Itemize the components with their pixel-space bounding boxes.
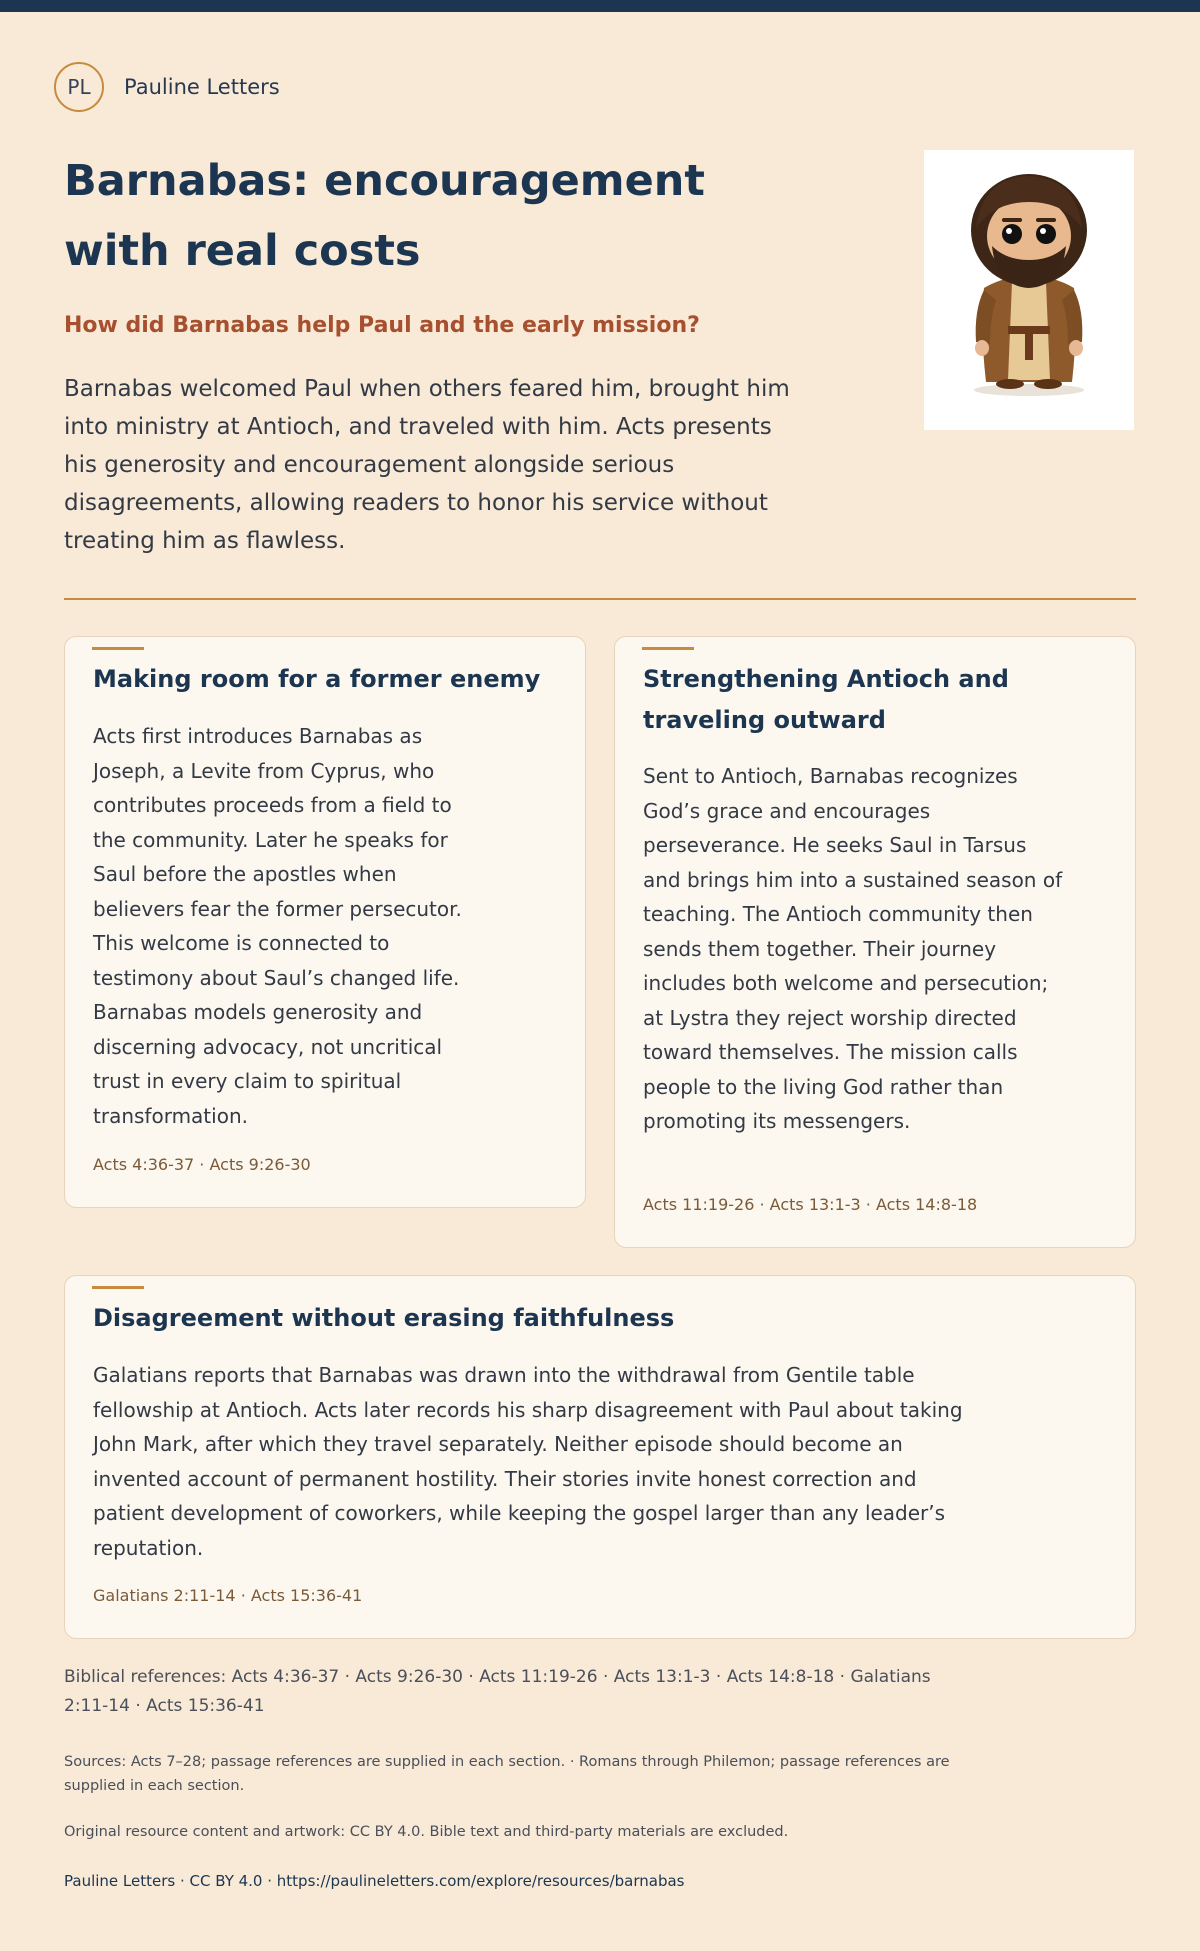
section-card-disagreement xyxy=(64,1275,1136,1639)
section-body: Galatians reports that Barnabas was drawn into the withdrawal from Gentile table fellowship at Antioch. Acts later records his sharp disagreement with Paul about taking John Mark, after which they travel separately. Neither episode should become an invented account of permanent hostility. Their stories invite honest correction and patient development of coworkers, while keeping the gospel larger than any leader’s reputation. xyxy=(93,1363,963,1560)
page-question: How did Barnabas help Paul and the early mission? xyxy=(64,313,700,338)
section-references: Acts 11:19-26 · Acts 13:1-3 · Acts 14:8-18 xyxy=(643,1195,978,1214)
footer-credit-link[interactable]: Pauline Letters · CC BY 4.0 · https://paulineletters.com/explore/resources/barnabas xyxy=(64,1872,685,1890)
section-title: Strengthening Antioch and traveling outward xyxy=(643,665,1009,734)
page-summary: Barnabas welcomed Paul when others feared him, brought him into ministry at Antioch, and traveled with him. Acts presents his generosity and encouragement alongside serious disagreements, allowing readers to honor his service without treating him as flawless. xyxy=(64,376,790,554)
sources-note: Sources: Acts 7–28; passage references are supplied in each section. · Romans through Philemon; passage references are supplied in each section. xyxy=(64,1754,950,1794)
section-references: Galatians 2:11-14 · Acts 15:36-41 xyxy=(93,1586,363,1605)
brand-name: Pauline Letters xyxy=(124,75,280,99)
section-references: Acts 4:36-37 · Acts 9:26-30 xyxy=(93,1155,311,1174)
figurine-icon xyxy=(924,150,1134,430)
page-title: Barnabas: encouragement with real costs xyxy=(64,156,705,276)
section-card-making-room xyxy=(64,636,586,1208)
section-divider xyxy=(64,598,1136,600)
section-title: Making room for a former enemy xyxy=(93,665,541,693)
license-note: Original resource content and artwork: CC BY 4.0. Bible text and third-party materials are excluded. xyxy=(64,1824,789,1840)
barnabas-figure-illustration xyxy=(924,150,1134,430)
section-body: Acts first introduces Barnabas as Joseph, a Levite from Cyprus, who contributes proceeds from a field to the community. Later he speaks for Saul before the apostles when believers fear the former persecutor. This welcome is connected to testimony about Saul’s changed life. Barnabas models generosity and discerning advocacy, not uncritical trust in every claim to spiritual transformation. xyxy=(93,724,462,1128)
card-accent-line xyxy=(92,647,144,650)
top-bar xyxy=(0,0,1200,12)
biblical-references: Biblical references: Acts 4:36-37 · Acts 9:26-30 · Acts 11:19-26 · Acts 13:1-3 · Acts 14:8-18 · Galatians 2:11-14 · Acts 15:36-41 xyxy=(64,1667,931,1716)
brand-logo: PL xyxy=(54,62,104,112)
section-card-antioch xyxy=(614,636,1136,1248)
section-body: Sent to Antioch, Barnabas recognizes God’s grace and encourages perseverance. He seeks Saul in Tarsus and brings him into a sustained season of teaching. The Antioch community then sends them together. Their journey includes both welcome and persecution; at Lystra they reject worship directed toward themselves. The mission calls people to the living God rather than promoting its messengers. xyxy=(643,764,1063,1133)
card-accent-line xyxy=(92,1286,144,1289)
section-title: Disagreement without erasing faithfulness xyxy=(93,1304,675,1332)
card-accent-line xyxy=(642,647,694,650)
site-brand[interactable] xyxy=(54,62,280,112)
